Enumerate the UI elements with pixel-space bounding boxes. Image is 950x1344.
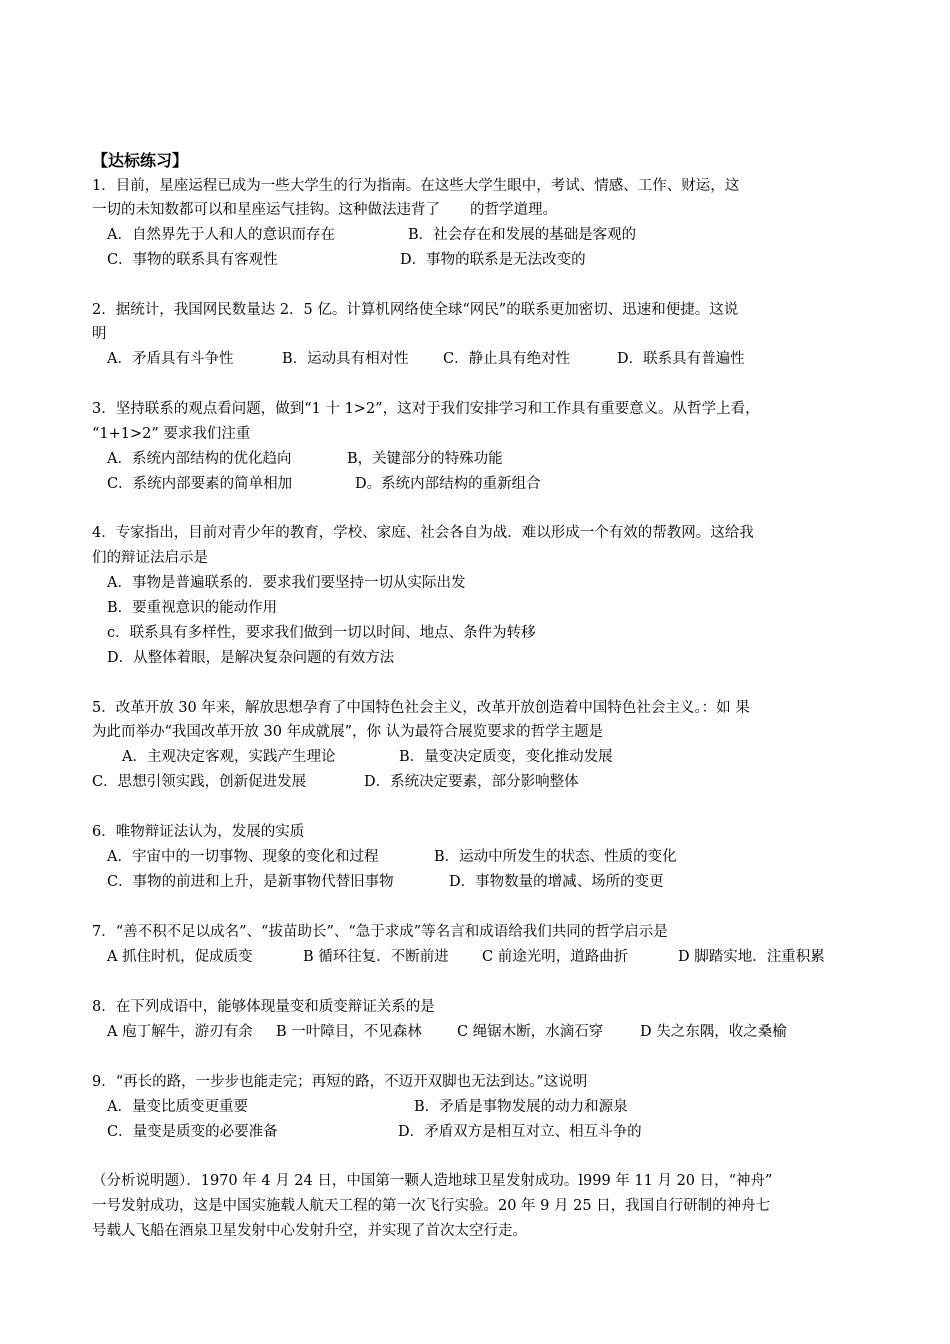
q2-option-a: A．矛盾具有斗争性 (107, 351, 234, 367)
q1-option-a: A．自然界先于人和人的意识而存在 (107, 227, 335, 243)
q8-option-d: D 失之东隅，收之桑榆 (640, 1024, 787, 1040)
q9-stem-line1: 9．“再长的路，一步步也能走完；再短的路，不迈开双脚也无法到达。”这说明 (92, 1074, 588, 1090)
q4-option-a: A．事物是普遍联系的．要求我们要坚持一切从实际出发 (107, 575, 466, 591)
q4-stem-line2: 们的辩证法启示是 (92, 550, 208, 566)
q6-stem-line1: 6．唯物辩证法认为，发展的实质 (92, 824, 305, 840)
analysis-line1: （分析说明题）．1970 年 4 月 24 日，中国第一颗人造地球卫星发射成功。l999 年 11 月 20 日，“神舟” (92, 1173, 773, 1189)
q1-stem-line1: 1．目前，星座运程已成为一些大学生的行为指南。在这些大学生眼中，考试、情感、工作、财运，这 (92, 178, 740, 194)
q2-option-c: C．静止具有绝对性 (443, 351, 571, 367)
q3-stem-line2: “1+1>2” 要求我们注重 (92, 426, 251, 442)
q1-option-d: D．事物的联系是无法改变的 (400, 252, 586, 268)
q3-option-a: A．系统内部结构的优化趋向 (107, 451, 292, 467)
q8-option-a: A 庖丁解牛，游刃有余 (107, 1024, 253, 1040)
q9-option-a: A．量变比质变更重要 (107, 1099, 248, 1115)
q7-option-c: C 前途光明，道路曲折 (482, 949, 629, 965)
section-title: 【达标练习】 (92, 151, 189, 170)
q8-stem-line1: 8．在下列成语中，能够体现量变和质变辩证关系的是 (92, 999, 435, 1015)
q1-stem-tail: 的哲学道理。 (470, 202, 557, 218)
q6-option-c: C．事物的前进和上升，是新事物代替旧事物 (107, 874, 394, 890)
q9-option-c: C．量变是质变的必要准备 (107, 1124, 278, 1140)
q5-stem-line1: 5．改革开放 30 年来，解放思想孕育了中国特色社会主义，改革开放创造着中国特色社会主义。：如 果 (92, 700, 750, 716)
q2-stem-line1: 2．据统计，我国网民数量达 2．5 亿。计算机网络使全球“网民”的联系更加密切、迅速和便捷。这说 (92, 302, 739, 318)
q1-option-b: B．社会存在和发展的基础是客观的 (408, 227, 637, 243)
q7-stem-line1: 7．“善不积不足以成名”、“拔苗助长”、“急于求成”等名言和成语给我们共同的哲学启示是 (92, 924, 668, 940)
q8-option-b: B 一叶障目，不见森林 (276, 1024, 422, 1040)
analysis-line2: 一号发射成功，这是中国实施载人航天工程的第一次飞行实验。20 年 9 月 25 日，我国自行研制的神舟七 (92, 1198, 771, 1214)
analysis-line3: 号载人飞船在酒泉卫星发射中心发射升空，并实现了首次太空行走。 (92, 1223, 527, 1239)
q5-option-b: B．量变决定质变，变化推动发展 (399, 749, 613, 765)
q5-option-d: D．系统决定要素，部分影响整体 (364, 774, 579, 790)
q3-option-d: D。系统内部结构的重新组合 (355, 476, 541, 492)
q9-option-b: B．矛盾是事物发展的动力和源泉 (414, 1099, 628, 1115)
q4-option-b: B．要重视意识的能动作用 (107, 600, 278, 616)
q3-option-b: B，关键部分的特殊功能 (347, 451, 503, 467)
q5-option-a: A．主观决定客观，实践产生理论 (122, 749, 336, 765)
q2-option-b: B．运动具有相对性 (282, 351, 409, 367)
q7-option-a: A 抓住时机，促成质变 (107, 949, 253, 965)
q4-option-d: D．从整体着眼，是解决复杂问题的有效方法 (107, 650, 395, 666)
q5-option-c: C．思想引领实践，创新促进发展 (92, 774, 307, 790)
q4-option-c: c．联系具有多样性，要求我们做到一切以时间、地点、条件为转移 (107, 625, 536, 641)
q1-option-c: C．事物的联系具有客观性 (107, 252, 278, 268)
q2-stem-line2: 明 (92, 326, 107, 342)
q5-stem-line2: 为此而举办“我国改革开放 30 年成就展”，你 认为最符合展览要求的哲学主题是 (92, 724, 604, 740)
q6-option-a: A．宇宙中的一切事物、现象的变化和过程 (107, 849, 379, 865)
q6-option-b: B．运动中所发生的状态、性质的变化 (434, 849, 677, 865)
q2-option-d: D．联系具有普遍性 (617, 351, 745, 367)
q3-stem-line1: 3．坚持联系的观点看问题，做到“1 十 1>2”，这对于我们安排学习和工作具有重要意义。从哲学上看， (92, 401, 760, 417)
q1-stem-line2 (92, 199, 557, 221)
q9-option-d: D．矛盾双方是相互对立、相互斗争的 (398, 1124, 642, 1140)
q7-option-d: D 脚踏实地．注重积累 (678, 949, 825, 965)
q3-option-c: C．系统内部要素的简单相加 (107, 476, 293, 492)
q8-option-c: C 绳锯木断，水滴石穿 (457, 1024, 604, 1040)
q7-option-b: B 循环往复．不断前进 (303, 949, 449, 965)
q4-stem-line1: 4．专家指出，目前对青少年的教育，学校、家庭、社会各自为战．难以形成一个有效的帮教网。这给我 (92, 525, 754, 541)
q6-option-d: D．事物数量的增减、场所的变更 (449, 874, 664, 890)
q1-stem-text: 一切的未知数都可以和星座运气挂钩。这种做法违背了 (92, 202, 440, 218)
